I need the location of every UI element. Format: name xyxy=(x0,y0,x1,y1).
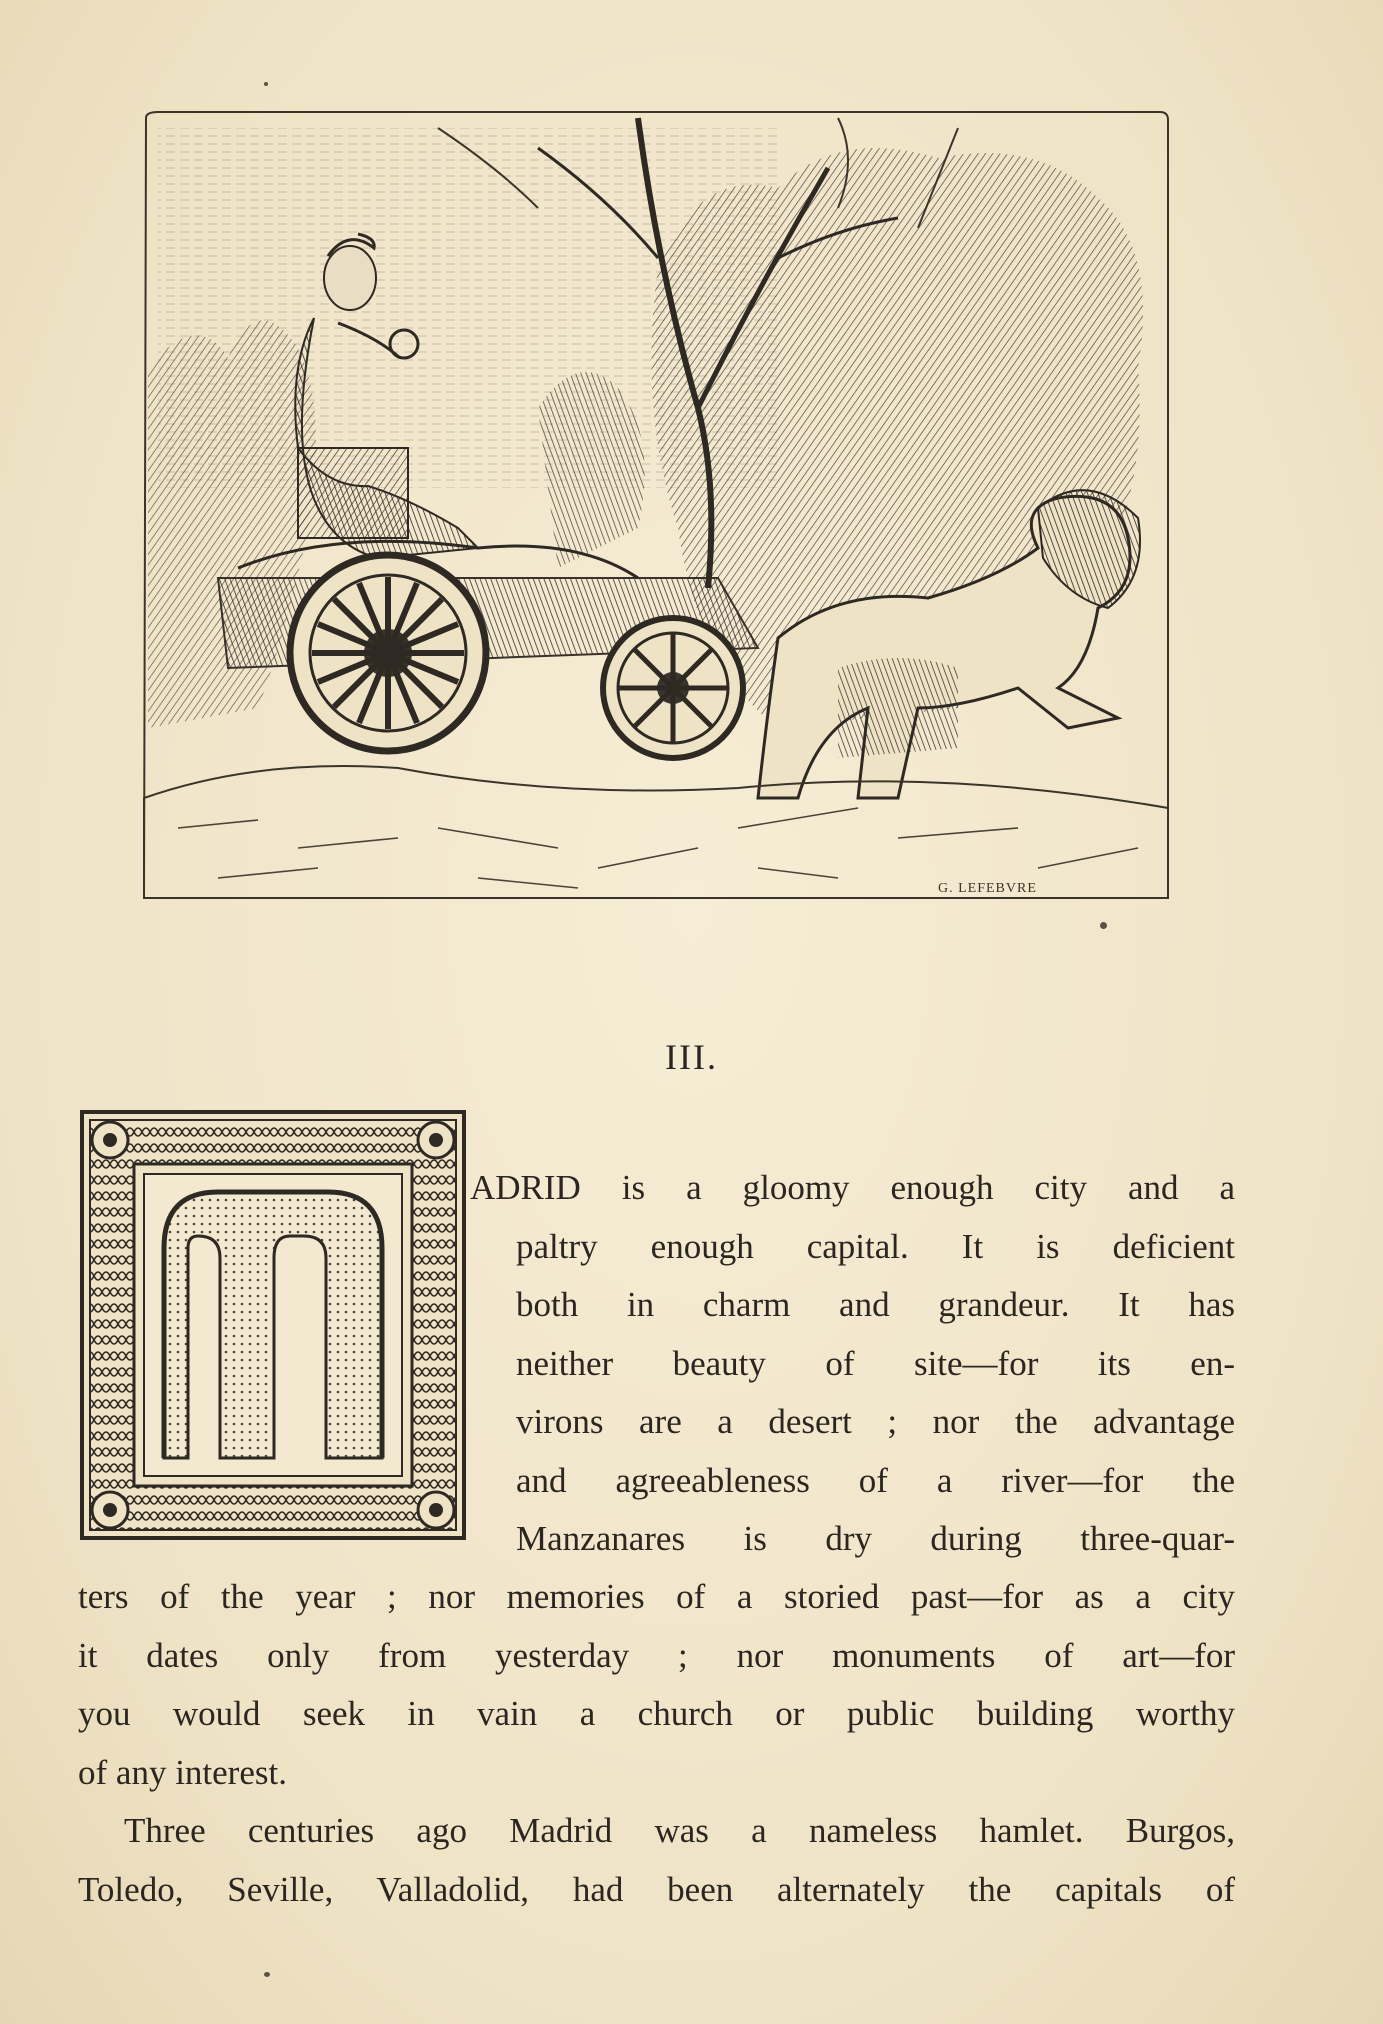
text-line: ters of the year ; nor memories of a storied past—for as a city xyxy=(78,1577,1235,1616)
text-line: both in charm and grandeur. It has xyxy=(516,1285,1235,1324)
text-line: and agreeableness of a river—for the xyxy=(516,1460,1235,1500)
text-line: Toledo, Seville, Valladolid, had been alternately the capitals of xyxy=(78,1869,1235,1909)
text-line: of any interest. xyxy=(78,1752,287,1792)
paragraph-1-dropcap-block xyxy=(470,1159,1235,1569)
text-line: neither beauty of site—for its en- xyxy=(516,1343,1235,1383)
engraving-illustration xyxy=(138,108,1176,906)
text-line: Manzanares is dry during three-quar- xyxy=(516,1519,1235,1558)
engraver-signature: G. LEFEBVRE xyxy=(938,881,1037,896)
engraving-cybele-chariot-icon xyxy=(138,108,1176,906)
chapter-heading: III. xyxy=(665,1037,718,1077)
ornamental-letter-m-icon xyxy=(78,1108,468,1542)
text-line: virons are a desert ; nor the advantage xyxy=(516,1402,1235,1441)
paper-speck xyxy=(1100,922,1107,929)
text-line: Three centuries ago Madrid was a nameless hamlet. Burgos, xyxy=(124,1811,1235,1850)
drop-cap-initial xyxy=(78,1108,468,1542)
text-line: paltry enough capital. It is deficient xyxy=(516,1226,1235,1266)
text-line: it dates only from yesterday ; nor monuments of art—for xyxy=(78,1635,1235,1675)
paragraph-body xyxy=(78,1568,1235,1919)
text-line: you would seek in vain a church or public building worthy xyxy=(78,1694,1235,1733)
paper-speck xyxy=(264,1972,270,1977)
paper-speck xyxy=(264,82,268,86)
text-line: ADRID is a gloomy enough city and a xyxy=(470,1168,1235,1207)
